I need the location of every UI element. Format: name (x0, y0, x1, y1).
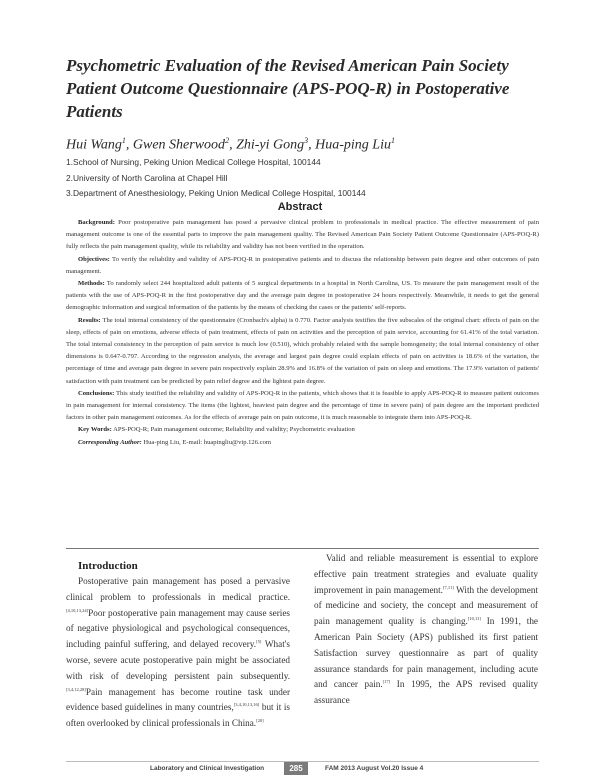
author-affiliation-mark: 1 (390, 136, 395, 145)
author-name: Hua-ping Liu (315, 137, 391, 153)
intro-column-right (314, 551, 538, 709)
corresponding-text: Hua-ping Liu, E-mail: huapingliu@vip.126.com (143, 438, 272, 446)
abstract-heading: Abstract (277, 201, 323, 213)
keywords-label: Key Words: (78, 426, 112, 434)
affiliation: 3.Department of Anesthesiology, Peking Union Medical College Hospital, 100144 (66, 188, 366, 198)
abstract-background (66, 217, 539, 254)
footer-issue: FAM 2013 August Vol.20 Issue 4 (325, 765, 424, 772)
citation: [7,11] (442, 584, 454, 590)
intro-text: Pain management has become routine task under evidence based guidelines in many countries, (66, 686, 290, 713)
page-number: 285 (284, 762, 308, 775)
abstract-objectives (66, 254, 539, 278)
intro-text: In 1991, the American Pain Society (APS) published its first patient Satisfaction survey questionnaire as part of quality assurance standards for pain management, including acute and cancer pain. (314, 616, 538, 690)
abstract-text: Poor postoperative pain management has posed a pervasive clinical problem to professionals in medical practice. The effective measurement of pain management outcome is one of the essential parts to improve the pain management quality. The Revised American Pain Society Patient Outcome Questionnaire (APS-POQ-R) fully reflects the pain management quality, while its reliability and validity has not been verified in the operation. (66, 219, 539, 251)
intro-text: In 1995, the APS revised quality assurance (314, 679, 538, 706)
intro-text: Valid and reliable measurement is essential to explore effective pain treatment strategies and evaluate quality improvement in pain management. (314, 553, 538, 595)
citation: [10,11] (467, 616, 481, 622)
abstract-text: To randomly select 244 hospitalized adult patients of 5 surgical departments in a hospital in North Carolina, US. To measure the pain management result of the patients with the use of APS-POQ-R in the first postoperative day and the average pain degree in postoperative 24 hours respectively. Meanwhile, it needs to get the general demographic information and surgical information of the patients by the means of checking the cases or the patients' self-reports. (66, 280, 540, 312)
corresponding-label: Corresponding Author: (78, 438, 142, 446)
intro-column-left (66, 558, 290, 732)
abstract-label: Objectives: (78, 255, 110, 263)
intro-paragraph (66, 574, 290, 732)
intro-paragraph (314, 551, 538, 709)
abstract-label: Methods: (78, 280, 105, 288)
intro-text: but it is often overlooked by clinical professionals in China. (66, 702, 290, 729)
citation: [3,4,10,13,16] (233, 702, 260, 708)
abstract-methods (66, 278, 539, 315)
author-name: Zhi-yi Gong (236, 137, 305, 153)
abstract-label: Conclusions: (78, 389, 115, 397)
abstract-text: The total internal consistency of the questionnaire (Cronbach's alpha) is 0.770. Factor analysis testifies the five subscales of the original chart: effects of pain on the sleep, effects of pain on emotions, adverse effects of pain treatment, effects of pain on activities and the perception of pain service, accounting for 61.41% of the total variation. The total internal consistency in the perception of pain service is much low (0.510), which probably related with the sample homogeneity; the total internal consistency of other dimensions is 0.647-0.797. According to the regression analysis, the average and largest pain degree could explain effects of pain on activities is 18.6% of the variation, the percentage of time and average pain degree in severe pain respectively explain 28.9% and 16.8% of the variation of pain on sleep and emotions. The 17.9% variation of patients' satisfaction with pain treatment can be predicted by pain relief degree and the lightest pain degree. (66, 316, 539, 385)
author-name: Gwen Sherwood (132, 137, 226, 153)
keywords-text: APS-POQ-R; Pain management outcome; Reliability and validity; Psychometric evaluation (113, 426, 355, 434)
author-affiliation-mark: 3 (304, 136, 309, 145)
abstract-results (66, 315, 539, 388)
citation: [4,10,13,24] (66, 607, 89, 613)
abstract-label: Background: (78, 219, 115, 226)
author-list: Hui Wang$^1$, Gwen Sherwood$^2$, Zhi-yi Gong$^3$, Hua-ping Liu$^1$ (66, 136, 395, 153)
intro-text: What's worse, severe acute postoperative pain might be associated with risk of developing persistent pain subsequently. (66, 639, 290, 681)
intro-text: Poor postoperative pain management may cause series of negative physiological and psychological consequences, including painful suffering, and delayed recovery. (66, 607, 290, 650)
section-divider (66, 548, 539, 549)
intro-text: With the development of medicine and society, the concept and measurement of pain management quality is changing. (314, 584, 539, 627)
citation: [17] (382, 679, 391, 685)
citation: [5] (256, 639, 262, 645)
author-name: Hui Wang (66, 137, 122, 153)
citation: [3,4,12,28] (66, 686, 86, 692)
paper-title: Psychometric Evaluation of the Revised American Pain Society Patient Outcome Questionnaire (APS-POQ-R) in Postoperative Patients (66, 56, 510, 121)
author-affiliation-mark: 1 (121, 136, 126, 145)
intro-text: Postoperative pain management has posed a pervasive clinical problem to professionals in medical practice. (66, 576, 290, 602)
author-affiliation-mark: 2 (225, 136, 230, 145)
abstract-body (66, 217, 539, 449)
abstract-text: To verify the reliability and validity of APS-POQ-R in postoperative patients and to discuss the relationship between pain degree and other outcomes of pain management. (66, 255, 540, 275)
abstract-label: Results: (78, 316, 101, 324)
footer-journal: Laboratory and Clinical Investigation (150, 765, 265, 772)
abstract-text: This study testified the reliability and validity of APS-POQ-R in the patients, which shows that it is feasible to apply APS-POQ-R to measure patient outcomes in pain management for internal consistency. The items (the lightest, heaviest pain degree and the percentage of time in severe pain) of pain degree are the important predicted factors in other pain management outcomes. As for the effects of average pain on pain outcome, it is much reasonable to integrate them into APS-POQ-R. (66, 389, 540, 422)
affiliation: 1.School of Nursing, Peking Union Medical College Hospital, 100144 (66, 157, 321, 167)
corresponding-author (66, 437, 539, 449)
keywords (66, 424, 539, 436)
abstract-conclusions (66, 388, 539, 425)
affiliation: 2.University of North Carolina at Chapel Hill (66, 173, 228, 183)
intro-heading: Introduction (78, 560, 138, 572)
citation: [20] (256, 718, 264, 724)
